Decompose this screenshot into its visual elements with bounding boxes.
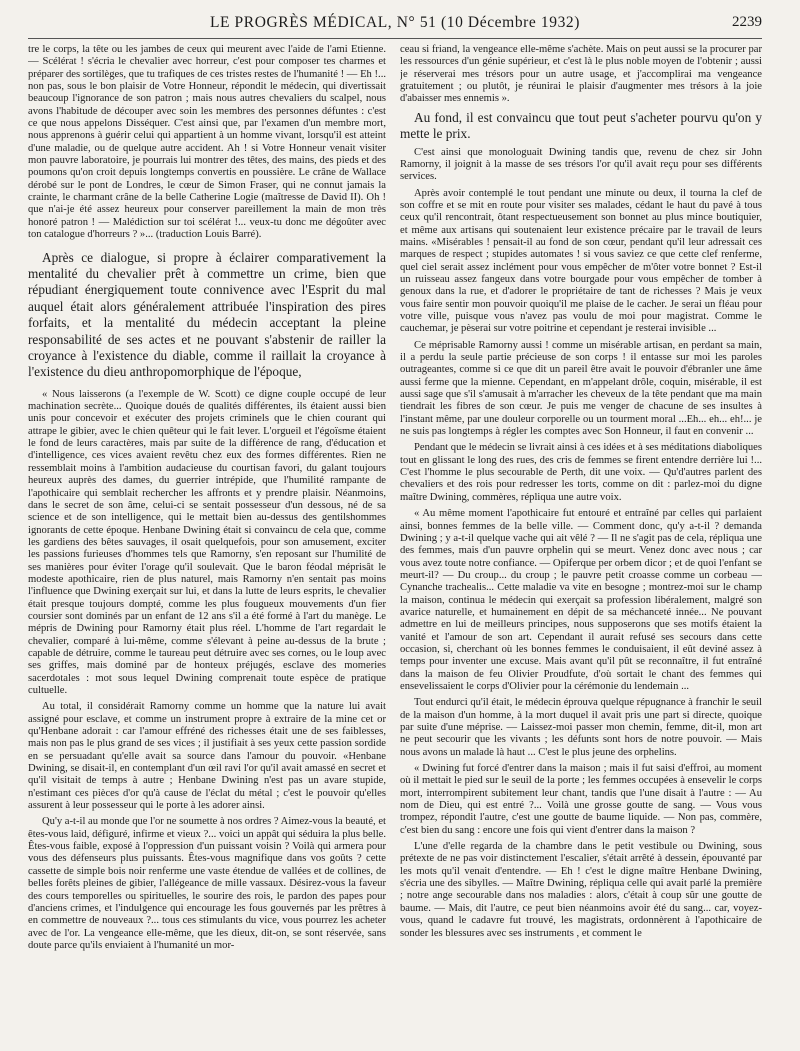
- right-paragraph-4: Après avoir contemplé le tout pendant une minute ou deux, il tourna la clef de son coffre et se mit en route pour visiter ses malades, cédant le haut du pavé à tous ceux qu'il rencontrait, ôtant respectueusement son bonnet au plus mince boutiquier, et même aux artisans qui soutenaient leur existence précaire par le travail de leurs mains. «Misérables ! pensait-il au fond de son cœur, pendant qu'il leur adressait ces marques de respect ; stupides automates ! si vous saviez ce que cette clef renferme, quel ciel serait assez inclément pour vous empêcher de m'ôter votre bonnet ? Est-il un ruisseau assez fangeux dans votre bourgade pour vous empêcher de tomber à genoux dans la rue, et d'adorer le propriétaire de tant de richesses ? Mais je veux vous faire sentir mon pouvoir quoiqu'il me plaise de le cacher. Je serai un fléau pour votre ville, puisque vous n'avez pas voulu de moi pour magistrat. Comme le cauchemar, je pèserai sur votre poitrine et cependant je resterai invisible ...: [400, 187, 762, 335]
- right-paragraph-1: ceau si friand, la vengeance elle-même s'achète. Mais on peut aussi se la procurer par les ressources d'un génie supérieur, et c'est là le plus noble moyen de l'obtenir ; aussi je réserverai mes trésors pour un autre usage, et j'accomplirai ma vengeance gratuitement ; ou plutôt, je réunirai le plaisir d'augmenter mes trésors à la joie d'abaisser mes ennemis ».: [400, 44, 762, 105]
- right-paragraph-9: « Dwining fut forcé d'entrer dans la maison ; mais il fut saisi d'effroi, au moment où il mettait le pied sur le seuil de la porte ; les femmes occupées à ensevelir le corps mort, interrompirent subitement leur chant, tandis que l'une disait à l'autre : — Au nom de Dieu, qui est entré ?... Voilà une grosse goutte de sang. — Vous vous trompez, répondit l'autre, c'est une goutte de baume liquide. — Non pas, commère, c'est bien du sang : encore une fois qui vient d'entrer dans la maison ?: [400, 763, 762, 836]
- left-column: [28, 44, 386, 1039]
- left-paragraph-1: tre le corps, la tête ou les jambes de ceux qui meurent avec l'aide de l'ami Etienne. — Scélérat ! s'écria le chevalier avec horreur, c'est pour composer tes charmes et préparer des sortilèges, que tu trafiques de ces tristes restes de l'humanité ! — Eh !... non pas, sous le bon plaisir de Votre Honneur, répondit le médecin, qui divertissait beaucoup l'ignorance de son patron ; mais nous autres chevaliers du scalpel, nous avons l'habitude de découper avec soin les membres des personnes défuntes : c'est ce que nous appelons Disséquer. C'est ainsi que, par l'examen d'un membre mort, nous apprenons à guérir celui qui appartient à un homme vivant, lorsqu'il est atteint d'une maladie, ou de quelque autre accident. Ah ! si Votre Honneur venait visiter mon pauvre laboratoire, je pourrais lui montrer des têtes, des mains, des pieds et des poumons qu'on croit depuis longtemps convertis en poussière. Le crâne de Wallace dérobé sur le pont de Londres, le cœur de Simon Fraser, qui ne connut jamais la crainte, le charmant crâne de la belle Catherine Logie (maîtresse de David II). Oh ! que n'ai-je été assez heureux pour conserver pareillement la main de mon très honoré patron ! — Malédiction sur toi scélérat !... veux-tu donc me dégoûter avec ton catalogue d'horreurs ? »... (traduction Louis Barré).: [28, 44, 386, 241]
- left-paragraph-4: Au total, il considérait Ramorny comme un homme que la nature lui avait assigné pour esclave, et comme un instrument propre à extraire de la mine cet or qu'Henbane adorait : car l'amour effréné des richesses était une de ses faiblesses, mais non pas le plus grand de ses vices ; il justifiait à ses yeux cette passion sordide en se persuadant qu'elle avait sa source dans l'amour du pouvoir. «Henbane Dwining, se disait-il, en contemplant d'un œil ravi l'or qu'il avait amassé en secret et qu'il visitait de temps à autre ; Henbane Dwining n'est pas un avare stupide, n'estimant ces pièces d'or qu'à cause de l'éclat du métal ; c'est le pouvoir qu'elles assurent à leur possesseur qui le porte à les adorer ainsi.: [28, 701, 386, 812]
- right-column: [400, 44, 762, 1039]
- page-number: 2239: [732, 14, 762, 30]
- right-paragraph-10: L'une d'elle regarda de la chambre dans le petit vestibule ou Dwining, sous prétexte de ne pas voir distinctement l'escalier, s'était arrêté à dessein, épouvanté par les mots qu'il venait d'entendre. — Eh ! c'est le digne maître Henbane Dwining, s'écria une des sibylles. — Maître Dwining, répliqua celle qui avait parlé la première ; notre ange secourable dans nos maladies : alors, c'était à coup sûr une goutte de baume. — Mais, dit l'autre, ce peut bien néanmoins avoir été du sang... car, voyez-vous, quand le cadavre fut trouvé, les magistrats, ordonnèrent à l'apothicaire de sonder les blessures avec ses instruments , et comment le: [400, 841, 762, 939]
- left-paragraph-3: « Nous laisserons (a l'exemple de W. Scott) ce digne couple occupé de leur machination secrète... Quoique doués de qualités différentes, ils étaient aussi bien unis pour concevoir et exécuter des projets criminels que le chien courant qui attrape le gibier, avec le chien quêteur qui le fait lever. L'orgueil et l'égoïsme étaient le fond de leurs caractères, mais par suite de la différence de rang, d'éducation et d'intelligence, ces vices avaient revêtu chez eux des formes différentes. Rien ne ressemblait moins à l'ambition audacieuse du courtisan favori, du galant toujours heureux auprès des dames, du guerrier intrépide, que l'humilité rampante de l'apothicaire qui semblait rechercher les affronts et y prendre plaisir. Néanmoins, dans le secret de son âme, celui-ci se sentait possesseur d'un dessous, né de sa science et de son intelligence, qui le mettait bien au-dessus des gentilshommes ignorants de cette époque. Henbane Dwining était si convaincu de cela que, comme les gardiens des bêtes sauvages, il osait quelquefois, pour son amusement, exciter les passions furieuses d'hommes tels que Ramorny, s'en reposant sur l'humilité de ses manières pour éviter l'orage qu'il soulevait. Que le baron féodal méprisât le modeste apothicaire, rien de plus naturel, mais Ramorny n'en sentait pas moins l'influence que Dwining exerçait sur lui, et dans la lutte de leurs esprits, le chevalier était presque toujours dompté, comme les plus fougueux mouvements d'un fier coursier sont dominés par un enfant de 12 ans s'il a été formé à l'art du manège. Le mépris de Dwining pour Ramorny était plus réel. L'homme de l'art regardait le chevalier, comparé à lui-même, comme s'élevant à peine au-dessus de la brute ; capable de détruire, comme le taureau peut détruire avec ses cornes, ou le loup avec ses griffes, mais dominé par de honteux préjugés, esclave des momeries sacerdotales : mot sous lequel Dwining comprenait toute espèce de pratique cultuelle.: [28, 388, 386, 696]
- right-paragraph-2: Au fond, il est convaincu que tout peut s'acheter pourvu qu'on y mette le prix.: [400, 109, 762, 142]
- right-paragraph-6: Pendant que le médecin se livrait ainsi à ces idées et à ses méditations diaboliques tout en glissant le long des rues, des cris de femmes se firent entendre derrière lui !... C'est l'homme le plus secourable de Perth, dit une voix. — Qu'd'autres parlent des chevaliers et des rois pour redresser les torts, comme on dit : parlez-moi du digne maître Dwining, commères, répliqua une autre voix.: [400, 442, 762, 503]
- left-paragraph-2: Après ce dialogue, si propre à éclairer comparativement la mentalité du chevalier prêt à commettre un crime, bien que répudiant énergiquement toute connivence avec l'Esprit du mal auquel était alors généralement attribuée l'inspiration des pires forfaits, et la mentalité du médecin acceptant la pleine responsabilité de ses actes et ne pouvant s'abstenir de railler la croyance à l'existence du diable, comme il raillait la croyance à l'existence du dieu anthropomorphique de l'époque,: [28, 249, 386, 380]
- right-paragraph-3: C'est ainsi que monologuait Dwining tandis que, revenu de chez sir John Ramorny, il joignit à la masse de ses trésors l'or qu'il avait reçu pour ses différents services.: [400, 146, 762, 183]
- right-paragraph-7: « Au même moment l'apothicaire fut entouré et entraîné par celles qui parlaient ainsi, bonnes femmes de la belle ville. — Comment donc, qu'y a-t-il ? demanda Dwining ; y a-t-il quelque vache qui ait vêlé ? — Il ne s'agit pas de cela, répliqua une des femmes, mais d'un pauvre orphelin qui se meurt. Venez donc avec nous ; car vous avez toute notre confiance. — Opiferque per orbem dicor ; et de quoi l'enfant se meurt-il? — Du croup... du croup ; le pauvre petit croasse comme un corbeau — Cynanche trachealis... Cette maladie va vite en besogne ; montrez-moi sur le champ la maison, continua le médecin qui exerçait sa profession libéralement, malgré son avarice naturelle, et humainement en dépit de sa méchanceté innée... Ne pouvant admettre en lui de meilleurs principes, nous supposerons que ses motifs étaient la vanité et l'amour de son art. Cependant il aurait refusé ses secours dans cette occasion, si, cherchant où les bonnes femmes le conduisaient, il eût deviné assez à temps pour inventer une excuse. Mais avant qu'il pût se reconnaître, il fut entraîné dans la maison de feu Olivier Proudfute, d'où sortait le chant des femmes qui ensevelissaient le corps d'Olivier pour la cérémonie du lendemain ...: [400, 508, 762, 692]
- journal-title: LE PROGRÈS MÉDICAL, N° 51 (10 Décembre 1932): [209, 14, 581, 31]
- right-paragraph-5: Ce méprisable Ramorny aussi ! comme un misérable artisan, en perdant sa main, il a perdu la seule partie précieuse de son corps ! il entasse sur moi les paroles outrageantes, comme si ce que dit un pareil être avait le pouvoir d'ébranler une âme aussi ferme que la mienne. Cependant, en m'appelant drôle, coquin, misérable, il est aussi sage que s'il s'amusait à m'arracher les cheveux de la tête pendant que ma main tiendrait les fibres de son cœur. Je puis me venger de chacune de ses insultes à l'instant même, par une douleur corporelle ou un tourment moral ...Eh... eh... eh!... je ne suis pas longtemps à régler les comptes avec Son Honneur, il faut en convenir ...: [400, 339, 762, 438]
- running-header: [28, 14, 762, 39]
- left-paragraph-5: Qu'y a-t-il au monde que l'or ne soumette à nos ordres ? Aimez-vous la beauté, et êtes-vous laid, défiguré, infirme et vieux ?... voici un appât qui séduira la plus belle. Êtes-vous faible, exposé à l'oppression d'un puissant voisin ? Voilà qui armera pour vous des défenseurs plus puissants. Êtes-vous magnifique dans vos goûts ? cette cassette de simple bois noir renferme une vaste étendue de vallées et de collines, de belles forêts pleines de gibier, l'allégeance de mille vassaux. Désirez-vous la faveur des cours temporelles ou spirituelles, le sourire des rois, le pardon des papes pour d'anciens crimes, et l'indulgence qui encourage les fous gouvernés par les prêtres à en commettre de nouveaux ?... tous ces stimulants du vice, vous pourrez les acheter avec de l'or. La vengeance elle-même, que les dieux, dit-on, se sont réservée, sans doute parce qu'ils enviaient à l'humanité un mor-: [28, 816, 386, 951]
- right-paragraph-8: Tout endurci qu'il était, le médecin éprouva quelque répugnance à franchir le seuil de la maison d'un homme, à la mort duquel il avait pris une part si directe, quoique par suite d'une méprise. — Laissez-moi passer mon chemin, femme, dit-il, mon art ne peut secourir que les vivants ; les défunts sont hors de notre pouvoir. — Mais nous avons un malade là haut ... C'est le plus jeune des orphelins.: [400, 697, 762, 758]
